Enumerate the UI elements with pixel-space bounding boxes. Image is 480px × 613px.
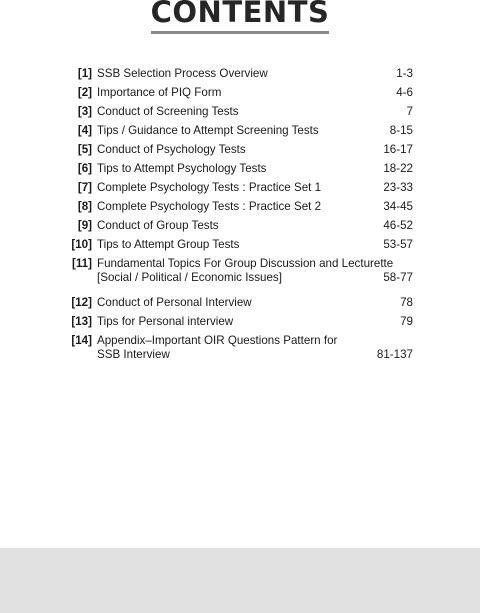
- toc-entry-pages: 78: [400, 296, 413, 309]
- toc-entry-title-line: SSB Selection Process Overview: [97, 67, 268, 80]
- toc-entry-title: [97, 67, 268, 81]
- toc-entry-title-line: Tips for Personal interview: [97, 315, 234, 328]
- toc-entry-title-line: Importance of PIQ Form: [97, 86, 222, 99]
- toc-entry-title: [97, 334, 337, 362]
- toc-entry-title: [97, 143, 246, 157]
- toc-entry-title: [97, 86, 221, 100]
- toc-entry-title-line: Appendix–Important OIR Questions Pattern for: [97, 334, 338, 347]
- toc-entry: [58, 105, 418, 119]
- toc-entry-title-line: Tips to Attempt Psychology Tests: [97, 162, 267, 175]
- page-title: CONTENTS: [151, 0, 330, 34]
- toc-entry-number: [2]: [77, 86, 92, 99]
- toc-entry-title-line: Fundamental Topics For Group Discussion and Lecturette: [97, 257, 394, 270]
- toc-entry: [58, 219, 418, 233]
- toc-entry-number: [11]: [72, 257, 92, 270]
- toc-entry-number: [5]: [77, 143, 92, 156]
- toc-entry-pages: 34-45: [383, 200, 413, 213]
- toc-entry-title: [97, 219, 219, 233]
- toc-entry-number: [1]: [77, 67, 92, 80]
- toc-entry-title: [97, 315, 233, 329]
- toc-entry: [58, 181, 418, 195]
- toc-entry-pages: 23-33: [383, 181, 413, 194]
- toc-entry-title-line: Tips / Guidance to Attempt Screening Tests: [97, 124, 319, 137]
- toc-entry-title: [97, 296, 252, 310]
- toc-entry: [58, 200, 418, 214]
- toc-entry: [58, 124, 418, 138]
- toc-entry-title-line: Conduct of Psychology Tests: [97, 143, 246, 156]
- toc-entry-title: [97, 238, 239, 252]
- toc-entry-title-line: Complete Psychology Tests : Practice Set 2: [97, 200, 322, 213]
- toc-entry: [58, 296, 418, 310]
- toc-entry-title: [97, 200, 321, 214]
- toc-entry-title-line: Conduct of Personal Interview: [97, 296, 252, 309]
- toc-entry-pages: 16-17: [383, 143, 413, 156]
- toc-entry-title: [97, 124, 319, 138]
- toc-entry: [58, 67, 418, 81]
- toc-entry-pages: 7: [406, 105, 413, 118]
- toc-entry-number: [14]: [71, 334, 92, 347]
- toc-entry-title: [97, 181, 321, 195]
- footer-band: [0, 548, 480, 613]
- toc-entry-number: [3]: [77, 105, 92, 118]
- toc-entry-title-line: Complete Psychology Tests : Practice Set 1: [97, 181, 322, 194]
- toc-entry-number: [12]: [71, 296, 92, 309]
- toc-entry: [58, 257, 418, 285]
- toc-entry-pages: 46-52: [383, 219, 413, 232]
- toc-entry-title-line: SSB Interview: [97, 348, 170, 361]
- toc-entry-pages: 81-137: [376, 348, 413, 361]
- toc-entry-number: [13]: [71, 315, 92, 328]
- toc-entry-pages: 1-3: [396, 67, 413, 80]
- toc-entry-number: [6]: [77, 162, 92, 175]
- toc-entry: [58, 315, 418, 329]
- toc-entry-pages: 8-15: [389, 124, 413, 137]
- toc-entry-title: [97, 257, 393, 285]
- toc-entry-number: [4]: [77, 124, 92, 137]
- toc-entry: [58, 238, 418, 252]
- toc-entry-pages: 79: [400, 315, 413, 328]
- toc-entry: [58, 162, 418, 176]
- toc-entry: [58, 334, 418, 362]
- toc-entry-number: [9]: [77, 219, 92, 232]
- toc-entry-pages: 58-77: [383, 271, 413, 284]
- toc-entry-title: [97, 105, 239, 119]
- toc-entry-title: [97, 162, 266, 176]
- toc-entry: [58, 86, 418, 100]
- toc-entry-title-line: Conduct of Screening Tests: [97, 105, 239, 118]
- toc-entry-pages: 4-6: [396, 86, 413, 99]
- toc-entry-title-line: Tips to Attempt Group Tests: [97, 238, 240, 251]
- toc-entry-title-line: Conduct of Group Tests: [97, 219, 219, 232]
- toc-entry-number: [10]: [71, 238, 92, 251]
- toc-entry: [58, 143, 418, 157]
- toc-entry-number: [7]: [77, 181, 92, 194]
- toc-entry-pages: 53-57: [383, 238, 413, 251]
- toc-entry-title-line: [Social / Political / Economic Issues]: [97, 271, 282, 284]
- toc-entry-number: [8]: [77, 200, 92, 213]
- toc-entry-pages: 18-22: [383, 162, 413, 175]
- title-wrapper: [0, 0, 480, 34]
